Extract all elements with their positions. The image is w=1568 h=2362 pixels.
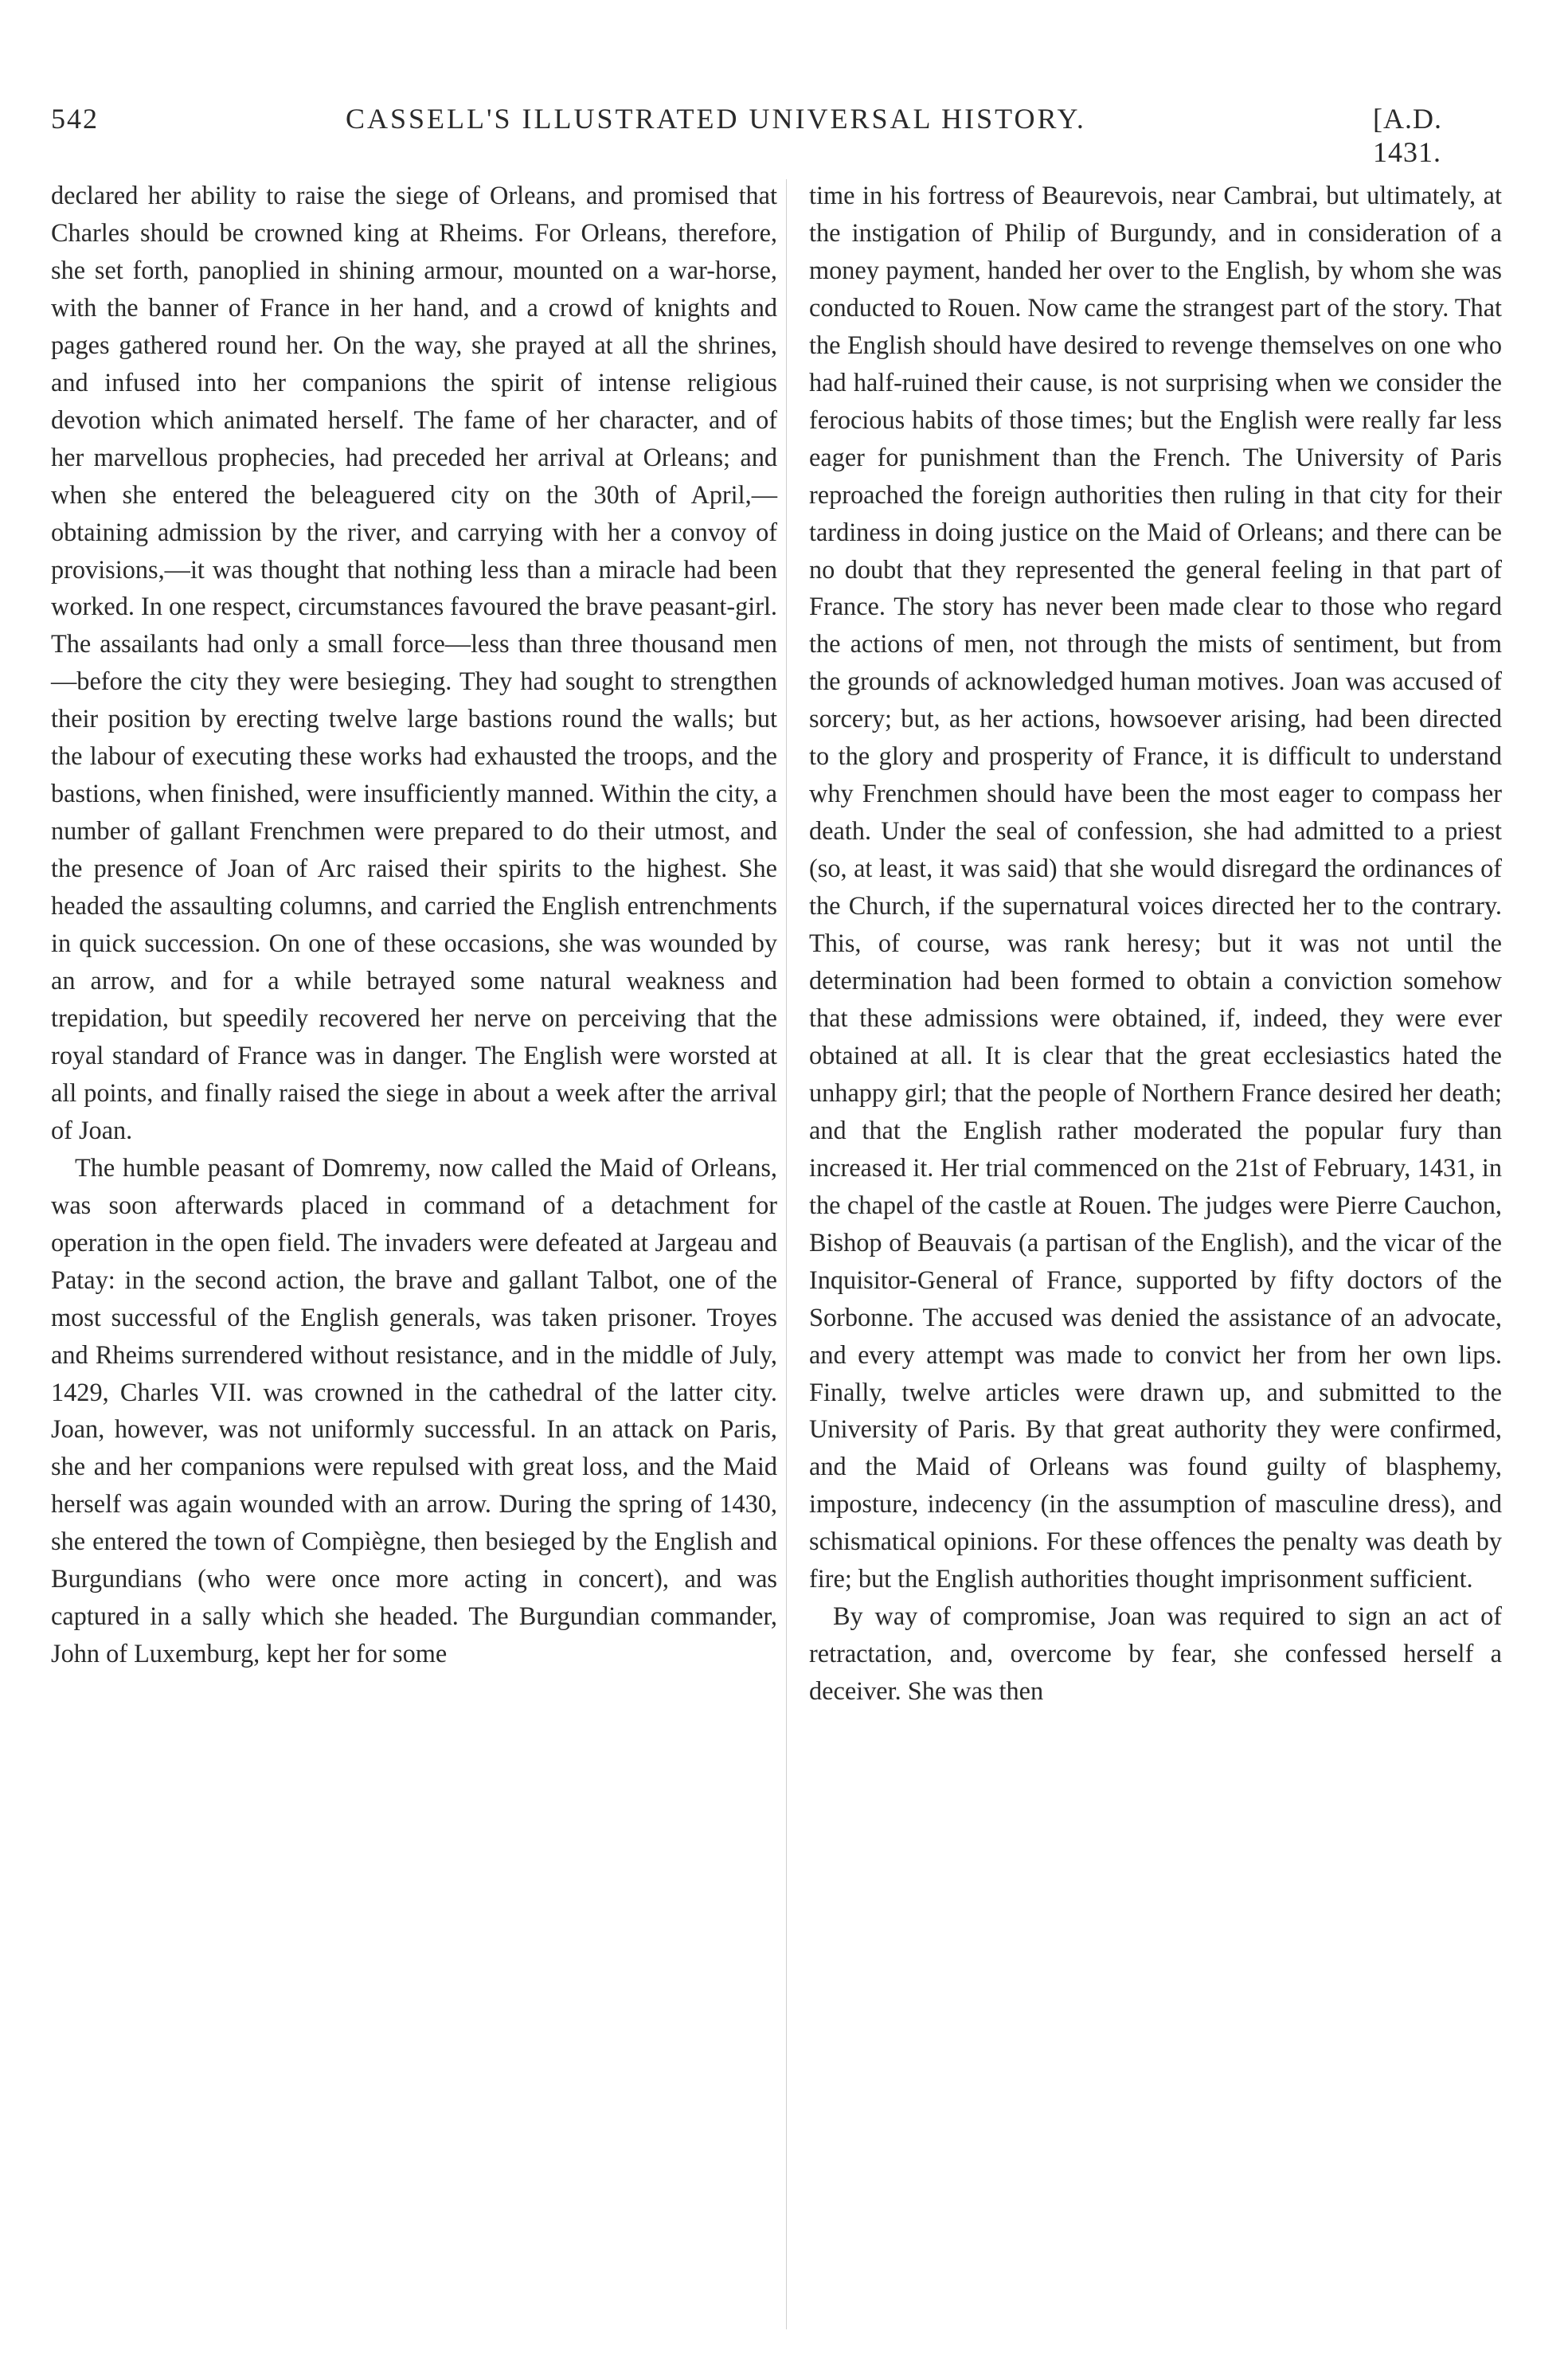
column-divider [786, 179, 787, 2329]
page-number: 542 [51, 103, 99, 135]
left-paragraph-2: The humble peasant of Domremy, now called the Maid of Orleans, was soon afterwards placed in command of a detachment for operation in the open field. The invaders were defeated at Jargeau and Patay: in the second action, the brave and gallant Talbot, one of the most successful of the English generals, was taken prisoner. Troyes and Rheims surrendered without resistance, and in the middle of July, 1429, Charles VII. was crowned in the cathedral of the latter city. Joan, however, was not uniformly successful. In an attack on Paris, she and her companions were repulsed with great loss, and the Maid herself was again wounded with an arrow. During the spring of 1430, she entered the town of Compiègne, then besieged by the English and Burgundians (who were once more acting in concert), and was captured in a sally which she headed. The Burgundian commander, John of Luxemburg, kept her for some [51, 1152, 777, 1668]
header-date: [A.D. 1431. [1373, 103, 1442, 168]
running-title: CASSELL'S ILLUSTRATED UNIVERSAL HISTORY. [346, 103, 1086, 135]
left-paragraph-1: declared her ability to raise the siege of Orleans, and promised that Charles should be crowned king at Rheims. For Orleans, therefore, she set forth, panoplied in shining armour, mounted on a war-horse, with the banner of France in her hand, and a crowd of knights and pages gathered round her. On the way, she prayed at all the shrines, and infused into her companions the spirit of intense religious devotion which animated herself. The fame of her character, and of her marvellous prophecies, had preceded her arrival at Orleans; and when she entered the beleaguered city on the 30th of April,—obtaining admission by the river, and carrying with her a convoy of provisions,—it was thought that nothing less than a miracle had been worked. In one respect, circumstances favoured the brave peasant-girl. The assailants had only a small force—less than three thousand men—before the city they were besieging. They had sought to strengthen their position by erecting twelve large bastions round the walls; but the labour of executing these works had exhausted the troops, and the bastions, when finished, were insufficiently manned. Within the city, a number of gallant Frenchmen were prepared to do their utmost, and the presence of Joan of Arc raised their spirits to the highest. She headed the assaulting columns, and carried the English entrenchments in quick succession. On one of these occasions, she was wounded by an arrow, and for a while betrayed some natural weakness and trepidation, but speedily recovered her nerve on perceiving that the royal standard of France was in danger. The English were worsted at all points, and finally raised the siege in about a week after the arrival of Joan. [51, 181, 777, 1144]
left-column [51, 177, 777, 1672]
right-paragraph-1: time in his fortress of Beaurevois, near Cambrai, but ultimately, at the instigation of Philip of Burgundy, and in consideration of a money payment, handed her over to the English, by whom she was conducted to Rouen. Now came the strangest part of the story. That the English should have desired to revenge themselves on one who had half-ruined their cause, is not surprising when we consider the ferocious habits of those times; but the English were really far less eager for punishment than the French. The University of Paris reproached the foreign authorities then ruling in that city for their tardiness in doing justice on the Maid of Orleans; and there can be no doubt that they represented the general feeling in that part of France. The story has never been made clear to those who regard the actions of men, not through the mists of sentiment, but from the grounds of acknowledged human motives. Joan was accused of sorcery; but, as her actions, howsoever arising, had been directed to the glory and prosperity of France, it is difficult to understand why Frenchmen should have been the most eager to compass her death. Under the seal of confession, she had admitted to a priest (so, at least, it was said) that she would disregard the ordinances of the Church, if the supernatural voices directed her to the contrary. This, of course, was rank heresy; but it was not until the determination had been formed to obtain a conviction somehow that these admissions were obtained, if, indeed, they were ever obtained at all. It is clear that the great ecclesiastics hated the unhappy girl; that the people of Northern France desired her death; and that the English rather moderated the popular fury than increased it. Her trial commenced on the 21st of February, 1431, in the chapel of the castle at Rouen. The judges were Pierre Cauchon, Bishop of Beauvais (a partisan of the English), and the vicar of the Inquisitor-General of France, supported by fifty doctors of the Sorbonne. The accused was denied the assistance of an advocate, and every attempt was made to convict her from her own lips. Finally, twelve articles were drawn up, and submitted to the University of Paris. By that great authority they were confirmed, and the Maid of Orleans was found guilty of blasphemy, imposture, indecency (in the assumption of masculine dress), and schismatical opinions. For these offences the penalty was death by fire; but the English authorities thought imprisonment sufficient. [809, 181, 1502, 1594]
right-column [809, 177, 1502, 1710]
page-header [51, 102, 1508, 168]
right-paragraph-2: By way of compromise, Joan was required to sign an act of retractation, and, overcome by fear, she confessed herself a deceiver. She was then [809, 1601, 1502, 1706]
